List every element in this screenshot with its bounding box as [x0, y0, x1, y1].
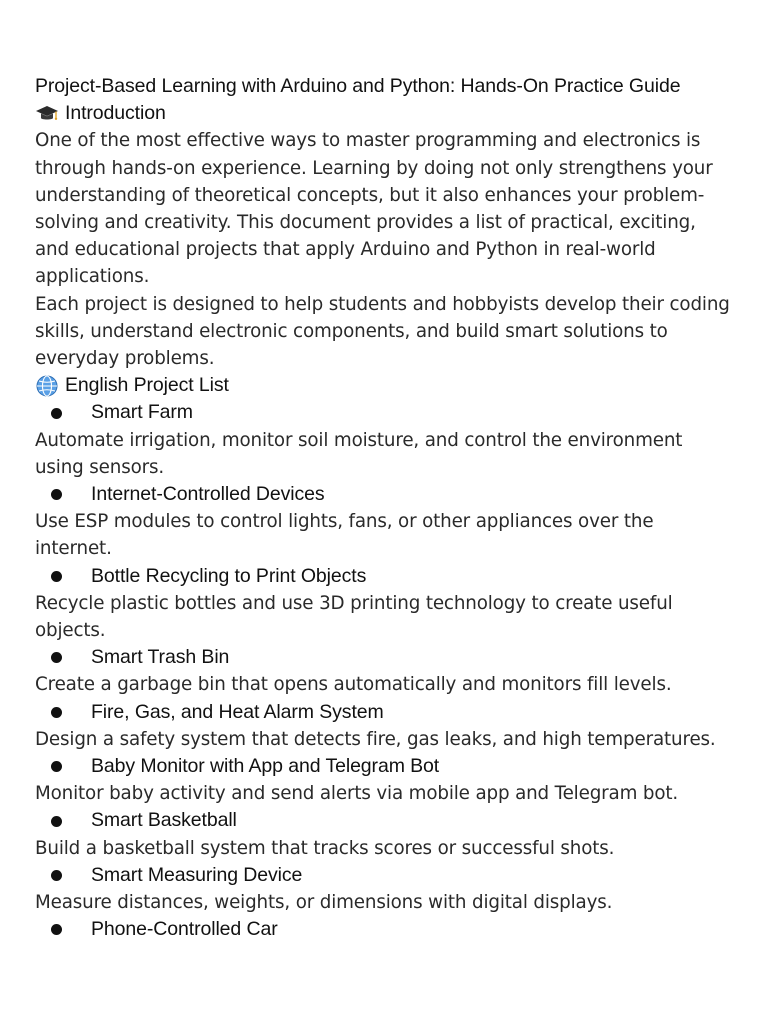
project-list-heading-label: English Project List: [65, 374, 229, 397]
document-title: Project-Based Learning with Arduino and Python: Hands-On Practice Guide: [35, 75, 681, 97]
project-title: Smart Trash Bin: [91, 646, 230, 669]
project-item: [35, 916, 735, 943]
project-item: [35, 753, 735, 807]
bullet-icon: [51, 571, 62, 582]
project-list-heading: [35, 372, 735, 399]
project-item: [35, 481, 735, 563]
project-description: Measure distances, weights, or dimensions with digital displays.: [35, 892, 613, 914]
bullet-icon: [51, 652, 62, 663]
bullet-icon: [51, 707, 62, 718]
bullet-icon: [51, 870, 62, 881]
project-description: Use ESP modules to control lights, fans, or other appliances over the internet.: [35, 511, 654, 560]
project-title: Fire, Gas, and Heat Alarm System: [91, 700, 384, 723]
project-description: Recycle plastic bottles and use 3D printing technology to create useful objects.: [35, 592, 673, 642]
project-item: [35, 563, 735, 645]
project-title: Smart Basketball: [91, 809, 237, 832]
bullet-icon: [51, 761, 62, 772]
project-description: Automate irrigation, monitor soil moisture, and control the environment using sensors.: [35, 429, 683, 478]
project-title: Phone-Controlled Car: [91, 918, 278, 941]
project-item: [35, 699, 735, 753]
project-title: Baby Monitor with App and Telegram Bot: [91, 755, 440, 778]
bullet-icon: [51, 816, 62, 827]
project-item: [35, 807, 735, 861]
project-item: [35, 644, 735, 698]
intro-heading-label: Introduction: [65, 102, 166, 125]
project-title: Bottle Recycling to Print Objects: [91, 564, 367, 587]
project-description: Build a basketball system that tracks scores or successful shots.: [35, 837, 615, 859]
intro-paragraph-1: One of the most effective ways to master programming and electronics is through hands-on experience. Learning by doing not only strengthens your understanding of theoretical concepts, but it also enhances your problem-solving and creativity. This document provides a list of practical, exciting, and educational projects that apply Arduino and Python in real-world applications.: [35, 130, 713, 288]
bullet-icon: [51, 408, 62, 419]
bullet-icon: [51, 924, 62, 935]
project-item: [35, 399, 735, 481]
project-item: [35, 862, 735, 916]
intro-heading: [35, 100, 735, 127]
project-title: Internet-Controlled Devices: [91, 483, 325, 506]
project-description: Monitor baby activity and send alerts via mobile app and Telegram bot.: [35, 783, 679, 805]
graduation-cap-icon: [35, 102, 59, 126]
document-page: [35, 73, 735, 944]
project-title: Smart Measuring Device: [91, 863, 303, 886]
project-list: [35, 399, 735, 943]
bullet-icon: [51, 489, 62, 500]
project-description: Create a garbage bin that opens automatically and monitors fill levels.: [35, 674, 672, 696]
project-description: Design a safety system that detects fire, gas leaks, and high temperatures.: [35, 728, 716, 750]
globe-icon: [35, 374, 59, 398]
intro-paragraph-2: Each project is designed to help students and hobbyists develop their coding skills, understand electronic components, and build smart solutions to everyday problems.: [35, 293, 730, 370]
project-title: Smart Farm: [91, 401, 193, 424]
